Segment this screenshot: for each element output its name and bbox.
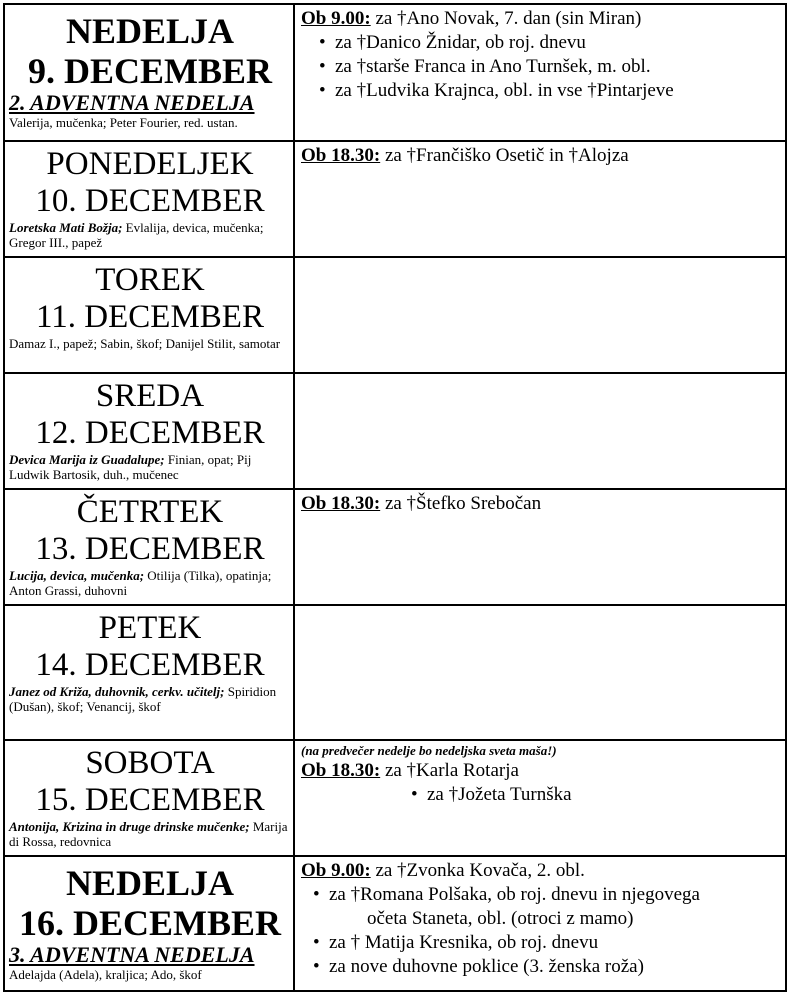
vigil-note: (na predvečer nedelje bo nedeljska sveta maša!) (301, 743, 557, 758)
list-item: • za †starše Franca in Ano Turnšek, m. obl. (335, 55, 779, 79)
mass-line (301, 759, 779, 783)
day-name: TOREK (95, 262, 205, 298)
day-name: PONEDELJEK (46, 146, 254, 182)
day-date: 11. DECEMBER (36, 299, 264, 335)
schedule-row-wednesday (5, 374, 785, 490)
mass-time: Ob 9.00: (301, 8, 371, 29)
saints-of-day (9, 819, 291, 849)
masses-cell (295, 606, 785, 739)
day-date: 14. DECEMBER (35, 647, 265, 683)
day-cell (5, 374, 295, 488)
saints-text: Marija di Rossa, redovnica (9, 819, 288, 849)
day-date: 13. DECEMBER (35, 531, 265, 567)
schedule-row-tuesday (5, 258, 785, 374)
saints-text: Evlalija, devica, mučenka; Gregor III., papež (9, 220, 264, 250)
mass-schedule-table (3, 3, 787, 992)
day-name: SOBOTA (85, 745, 215, 781)
masses-cell (295, 374, 785, 488)
saints-of-day (9, 452, 291, 482)
schedule-row-sunday-16 (5, 857, 785, 990)
day-cell (5, 857, 295, 990)
saints-of-day (9, 115, 291, 130)
feast-name: Loretska Mati Božja; (9, 220, 123, 235)
masses-cell (295, 5, 785, 140)
day-name: PETEK (98, 610, 202, 646)
mass-intention: za †Ano Novak, 7. dan (sin Miran) (370, 8, 642, 29)
schedule-row-sunday-9 (5, 5, 785, 142)
feast-name: Lucija, devica, mučenka; (9, 568, 145, 583)
list-item: • za †Danico Žnidar, ob roj. dnevu (335, 31, 779, 55)
list-item: • za †Ludvika Krajnca, obl. in vse †Pintarjeve (335, 79, 779, 103)
saints-of-day (9, 684, 291, 714)
mass-time: Ob 18.30: (301, 760, 381, 781)
mass-line (301, 7, 779, 31)
feast-name: Devica Marija iz Guadalupe; (9, 452, 165, 467)
masses-cell (295, 142, 785, 256)
day-cell (5, 606, 295, 739)
schedule-row-saturday (5, 741, 785, 857)
feast-name: Janez od Križa, duhovnik, cerkv. učitelj; (9, 684, 225, 699)
day-cell (5, 258, 295, 372)
mass-intention: za †Štefko Srebočan (380, 493, 542, 514)
intention-list (301, 783, 779, 807)
day-date: 9. DECEMBER (27, 51, 273, 91)
day-date: 15. DECEMBER (35, 782, 265, 818)
day-name: NEDELJA (65, 11, 235, 51)
schedule-row-monday (5, 142, 785, 258)
mass-intention: za †Zvonka Kovača, 2. obl. (370, 860, 585, 881)
day-name: ČETRTEK (76, 494, 224, 530)
saints-of-day (9, 336, 291, 351)
day-cell (5, 490, 295, 604)
saints-of-day (9, 220, 291, 250)
saints-of-day (9, 967, 291, 982)
schedule-row-thursday (5, 490, 785, 606)
saints-text: Valerija, mučenka; Peter Fourier, red. ustan. (9, 115, 238, 130)
mass-time: Ob 9.00: (301, 860, 371, 881)
advent-sunday-label: 2. ADVENTNA NEDELJA (9, 90, 255, 115)
day-cell (5, 5, 295, 140)
saints-text: Adelajda (Adela), kraljica; Ado, škof (9, 967, 202, 982)
list-item: • za †Jožeta Turnška (427, 783, 779, 807)
mass-time: Ob 18.30: (301, 493, 381, 514)
saints-text: Spiridion (Dušan), škof; Venancij, škof (9, 684, 277, 714)
day-cell (5, 741, 295, 855)
saints-text: Finian, opat; Pij Ludwik Bartosik, duh., mučenec (9, 452, 252, 482)
mass-line (301, 859, 779, 883)
intention-list (301, 31, 779, 103)
advent-sunday-label: 3. ADVENTNA NEDELJA (9, 942, 255, 967)
intention-list (301, 883, 779, 979)
list-item: • za † Matija Kresnika, ob roj. dnevu (329, 931, 779, 955)
saints-text: Otilija (Tilka), opatinja; Anton Grassi, duhovni (9, 568, 272, 598)
day-name: SREDA (95, 378, 205, 414)
saints-of-day (9, 568, 291, 598)
list-item-continuation: očeta Staneta, obl. (otroci z mamo) (367, 908, 634, 929)
masses-cell (295, 857, 785, 990)
day-date: 16. DECEMBER (18, 903, 282, 943)
list-item-text: za †Romana Polšaka, ob roj. dnevu in njegovega (329, 884, 700, 905)
masses-cell (295, 741, 785, 855)
list-item: • za nove duhovne poklice (3. ženska roža) (329, 955, 779, 979)
day-date: 10. DECEMBER (35, 183, 265, 219)
mass-line (301, 144, 779, 168)
mass-line (301, 492, 779, 516)
mass-time: Ob 18.30: (301, 145, 381, 166)
saints-text: Damaz I., papež; Sabin, škof; Danijel Stilit, samotar (9, 336, 281, 351)
day-cell (5, 142, 295, 256)
day-date: 12. DECEMBER (35, 415, 265, 451)
mass-intention: za †Frančiško Osetič in †Alojza (380, 145, 629, 166)
list-item (329, 883, 779, 931)
masses-cell (295, 258, 785, 372)
schedule-row-friday (5, 606, 785, 741)
masses-cell (295, 490, 785, 604)
mass-intention: za †Karla Rotarja (380, 760, 519, 781)
feast-name: Antonija, Krizina in druge drinske mučenke; (9, 819, 250, 834)
day-name: NEDELJA (65, 863, 235, 903)
